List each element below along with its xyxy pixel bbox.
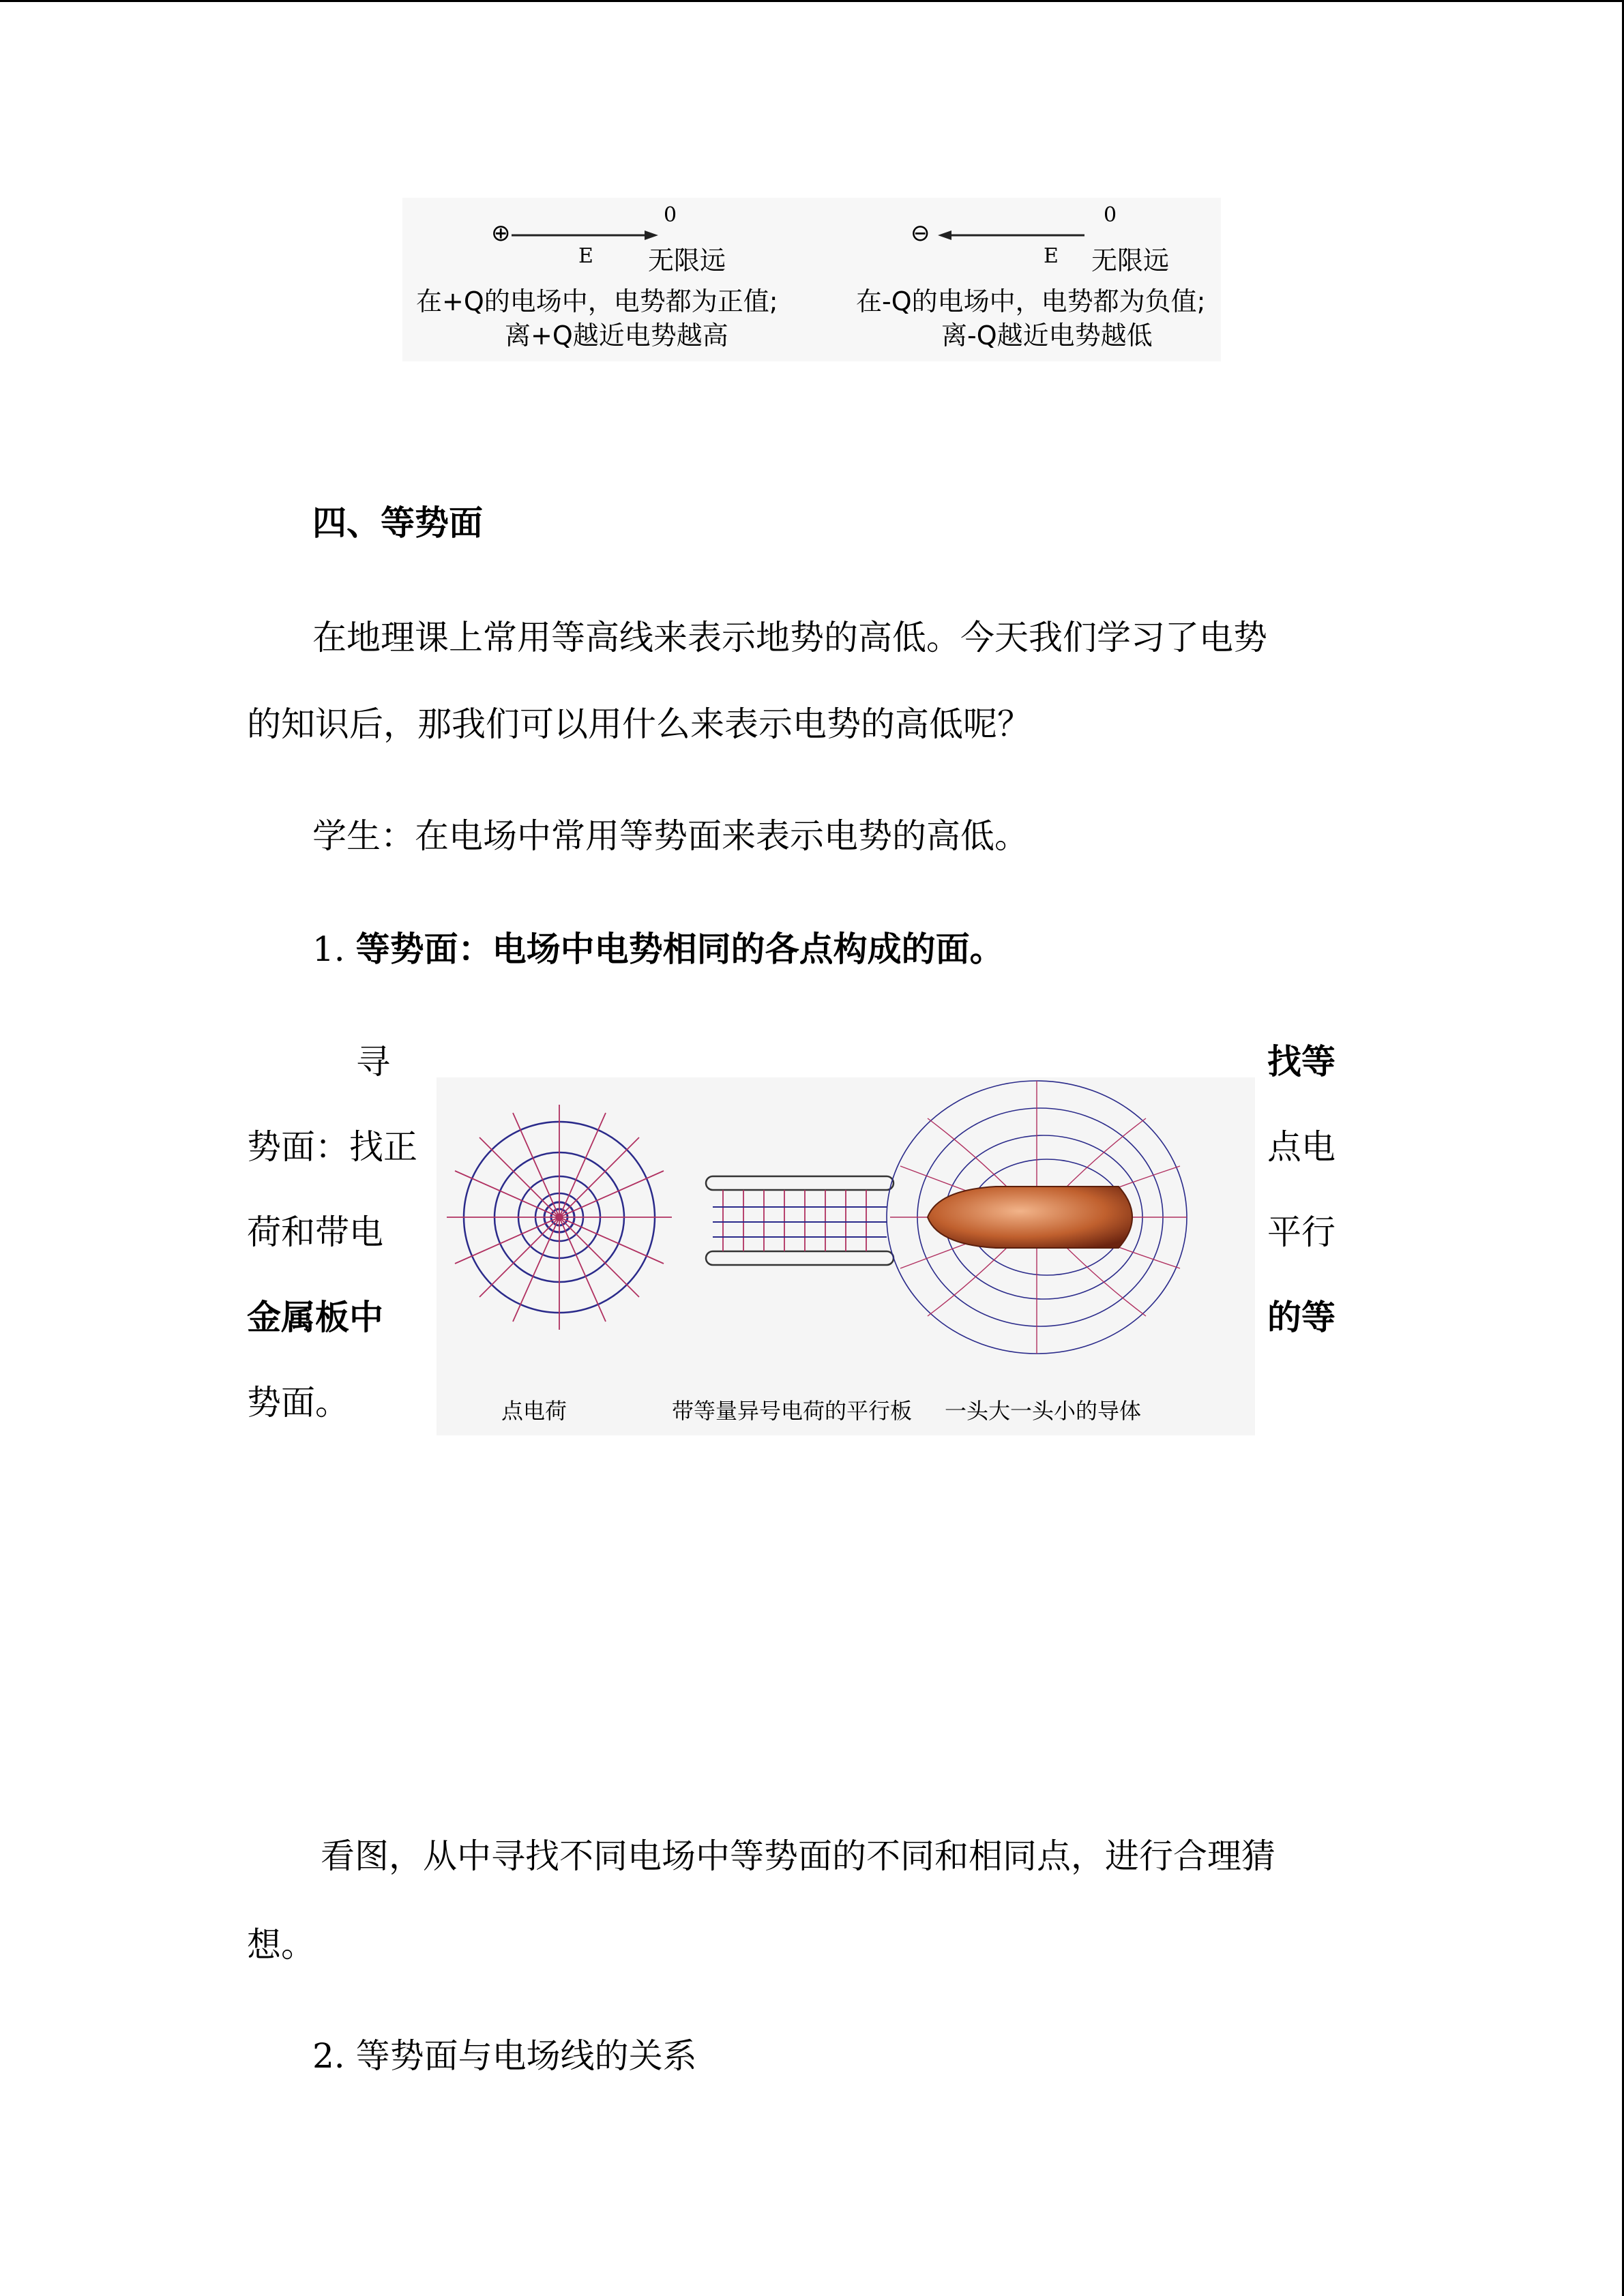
paragraph-3-line-2: 想。 [247,1925,315,1965]
infinity-label-right: 无限远 [1091,245,1170,275]
side-text-right-2: 点电 [1267,1127,1335,1167]
section-heading: 四、等势面 [312,503,483,543]
side-text-left-2: 势面：找正 [247,1127,417,1167]
infinity-label-left: 无限远 [648,245,726,275]
item-1-text: 等势面：电场中电势相同的各点构成的面。 [355,929,1004,969]
paragraph-2: 学生：在电场中常用等势面来表示电势的高低。 [312,816,1029,856]
paragraph-1-line-2: 的知识后，那我们可以用什么来表示电势的高低呢？ [247,704,1031,744]
caption-parallel-plates: 带等量异号电荷的平行板 [672,1398,913,1424]
side-text-right-4: 的等 [1267,1298,1335,1337]
caption-right-line2: 离-Q越近电势越低 [941,320,1153,351]
side-text-left-5: 势面。 [247,1383,349,1422]
item-1-number: 1. [312,929,345,969]
caption-right-line1: 在-Q的电场中，电势都为负值; [856,286,1206,316]
side-text-left-3: 荷和带电 [247,1212,383,1252]
positive-charge-icon: ⊕ [491,220,511,247]
zero-label-right: 0 [1104,203,1117,227]
paragraph-3-line-1: 看图，从中寻找不同电场中等势面的不同和相同点，进行合理猜 [321,1836,1275,1876]
item-1 [312,929,1004,970]
side-text-left-4: 金属板中 [247,1298,383,1337]
side-text-right-1: 找等 [1267,1042,1335,1082]
zero-label-left: 0 [664,203,677,227]
e-label-right: E [1044,244,1059,268]
e-label-left: E [578,244,593,268]
caption-left-line2: 离+Q越近电势越高 [505,320,728,351]
item-2 [312,2036,697,2076]
potential-sign-figure [402,198,1221,361]
caption-conductor: 一头大一头小的导体 [945,1398,1142,1424]
caption-left-line1: 在+Q的电场中，电势都为正值; [416,286,778,316]
caption-point-charge: 点电荷 [501,1398,567,1424]
negative-charge-icon: ⊖ [911,220,930,247]
side-text-right-3: 平行 [1267,1212,1335,1252]
item-2-text: 等势面与电场线的关系 [355,2036,697,2076]
paragraph-1-line-1: 在地理课上常用等高线来表示地势的高低。今天我们学习了电势 [312,618,1267,657]
side-text-left-1: 寻 [356,1042,390,1082]
page-top-border [0,0,1624,2]
conductor-diagram [887,1081,1187,1354]
equipotential-figure [437,1077,1255,1435]
item-2-number: 2. [312,2036,345,2076]
point-charge-diagram [447,1105,672,1330]
